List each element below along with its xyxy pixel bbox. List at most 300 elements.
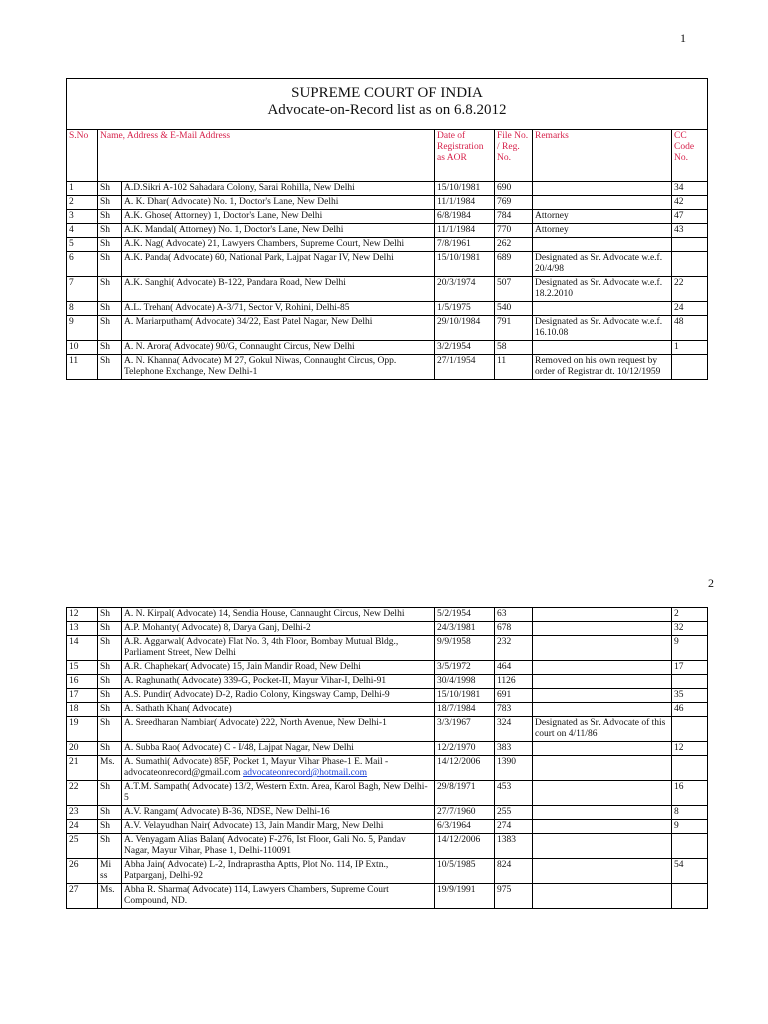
cell-title xyxy=(98,703,122,717)
cell-registration-date xyxy=(435,196,495,210)
cell-title-text: Sh xyxy=(100,676,111,686)
cell-title xyxy=(98,355,122,380)
cell-cc-code-text: 22 xyxy=(674,278,684,288)
cell-registration-date xyxy=(435,703,495,717)
cell-name-address-text: A.R. Chaphekar( Advocate) 15, Jain Mandir Road, New Delhi xyxy=(124,662,361,672)
cell-registration-date xyxy=(435,661,495,675)
cell-registration-date-text: 15/10/1981 xyxy=(437,690,481,700)
cell-registration-date-text: 18/7/1984 xyxy=(437,704,476,714)
table-row xyxy=(67,884,708,909)
cell-title-text: Sh xyxy=(100,690,111,700)
cell-name-address-text: Abha R. Sharma( Advocate) 114, Lawyers Chambers, Supreme Court Compound, ND. xyxy=(124,885,389,906)
cell-title xyxy=(98,834,122,859)
cell-cc-code xyxy=(672,210,708,224)
cell-file-no-text: 58 xyxy=(497,342,507,352)
header-date: Date of Registration as AOR xyxy=(435,130,495,182)
cell-file-no xyxy=(495,252,533,277)
cell-title-text: Sh xyxy=(100,637,111,647)
cell-remarks xyxy=(533,859,672,884)
cell-remarks xyxy=(533,196,672,210)
cell-file-no-text: 784 xyxy=(497,211,512,221)
cell-file-no xyxy=(495,636,533,661)
cell-title-text: Sh xyxy=(100,356,111,366)
cell-remarks xyxy=(533,252,672,277)
header-file: File No. / Reg. No. xyxy=(495,130,533,182)
cell-registration-date-text: 10/5/1985 xyxy=(437,860,476,870)
cell-file-no xyxy=(495,781,533,806)
cell-name-address xyxy=(122,252,435,277)
cell-sno xyxy=(67,806,98,820)
cell-cc-code xyxy=(672,756,708,781)
cell-file-no-text: 1126 xyxy=(497,676,516,686)
cell-title xyxy=(98,717,122,742)
cell-remarks xyxy=(533,608,672,622)
cell-registration-date xyxy=(435,302,495,316)
cell-registration-date-text: 30/4/1998 xyxy=(437,676,476,686)
cell-sno xyxy=(67,316,98,341)
cell-sno xyxy=(67,675,98,689)
cell-sno-text: 19 xyxy=(69,718,79,728)
cell-title-text: Ms. xyxy=(100,885,115,895)
cell-cc-code xyxy=(672,675,708,689)
cell-name-address-text: A. Sumathi( Advocate) 85F, Pocket 1, Mayur Vihar Phase-1 E. Mail -advocateonrecord@gmail.com xyxy=(124,757,389,778)
cell-registration-date-text: 14/12/2006 xyxy=(437,757,481,767)
cell-registration-date-text: 14/12/2006 xyxy=(437,835,481,845)
cell-cc-code-text: 2 xyxy=(674,609,679,619)
aor-table-page-1 xyxy=(66,78,708,380)
cell-remarks xyxy=(533,661,672,675)
cell-name-address xyxy=(122,884,435,909)
cell-title xyxy=(98,608,122,622)
cell-registration-date xyxy=(435,182,495,196)
cell-registration-date-text: 19/9/1991 xyxy=(437,885,476,895)
cell-cc-code xyxy=(672,717,708,742)
cell-name-address-text: A. N. Kirpal( Advocate) 14, Sendia House, Cannaught Circus, New Delhi xyxy=(124,609,405,619)
cell-title xyxy=(98,341,122,355)
cell-title xyxy=(98,661,122,675)
cell-title-text: Mi ss xyxy=(100,860,112,881)
cell-title xyxy=(98,689,122,703)
cell-file-no-text: 324 xyxy=(497,718,512,728)
cell-title xyxy=(98,781,122,806)
header-cc: CC Code No. xyxy=(672,130,708,182)
cell-cc-code-text: 35 xyxy=(674,690,684,700)
cell-name-address-text: A.V. Velayudhan Nair( Advocate) 13, Jain Mandir Marg, New Delhi xyxy=(124,821,384,831)
cell-remarks xyxy=(533,302,672,316)
cell-title-text: Sh xyxy=(100,704,111,714)
cell-cc-code xyxy=(672,182,708,196)
cell-remarks xyxy=(533,717,672,742)
cell-title xyxy=(98,277,122,302)
cell-name-address-text: A. Sathath Khan( Advocate) xyxy=(124,704,232,714)
cell-remarks xyxy=(533,224,672,238)
cell-title xyxy=(98,806,122,820)
cell-file-no xyxy=(495,717,533,742)
table-row xyxy=(67,834,708,859)
cell-file-no xyxy=(495,196,533,210)
cell-name-address xyxy=(122,636,435,661)
cell-title xyxy=(98,636,122,661)
cell-file-no xyxy=(495,689,533,703)
cell-cc-code-text: 9 xyxy=(674,821,679,831)
cell-name-address xyxy=(122,196,435,210)
cell-file-no-text: 689 xyxy=(497,253,512,263)
cell-file-no xyxy=(495,210,533,224)
cell-remarks-text: Designated as Sr. Advocate of this court on 4/11/86 xyxy=(535,718,666,739)
cell-cc-code xyxy=(672,238,708,252)
cell-registration-date-text: 11/1/1984 xyxy=(437,225,476,235)
table-row xyxy=(67,608,708,622)
cell-cc-code-text: 17 xyxy=(674,662,684,672)
table-row xyxy=(67,182,708,196)
cell-cc-code-text: 16 xyxy=(674,782,684,792)
table-row xyxy=(67,224,708,238)
cell-name-address xyxy=(122,717,435,742)
cell-title xyxy=(98,238,122,252)
cell-registration-date-text: 3/2/1954 xyxy=(437,342,471,352)
cell-title xyxy=(98,742,122,756)
cell-registration-date xyxy=(435,277,495,302)
cell-sno-text: 6 xyxy=(69,253,74,263)
cell-name-address-text: A. N. Arora( Advocate) 90/G, Connaught Circus, New Delhi xyxy=(124,342,355,352)
cell-remarks xyxy=(533,689,672,703)
cell-file-no-text: 824 xyxy=(497,860,512,870)
cell-file-no xyxy=(495,316,533,341)
header-name: Name, Address & E-Mail Address xyxy=(98,130,435,182)
cell-cc-code-text: 48 xyxy=(674,317,684,327)
cell-title-text: Sh xyxy=(100,253,111,263)
cell-title-text: Sh xyxy=(100,239,111,249)
cell-registration-date-text: 6/3/1964 xyxy=(437,821,471,831)
cell-sno-text: 13 xyxy=(69,623,79,633)
cell-cc-code xyxy=(672,196,708,210)
cell-file-no xyxy=(495,703,533,717)
cell-remarks xyxy=(533,636,672,661)
cell-cc-code xyxy=(672,355,708,380)
cell-sno xyxy=(67,689,98,703)
cell-registration-date-text: 3/5/1972 xyxy=(437,662,471,672)
cell-name-address xyxy=(122,806,435,820)
page-number-2: 2 xyxy=(708,576,714,590)
cell-file-no xyxy=(495,661,533,675)
cell-title-text: Sh xyxy=(100,211,111,221)
cell-file-no-text: 678 xyxy=(497,623,512,633)
cell-cc-code xyxy=(672,742,708,756)
cell-cc-code xyxy=(672,622,708,636)
cell-remarks xyxy=(533,806,672,820)
cell-title xyxy=(98,675,122,689)
cell-file-no-text: 63 xyxy=(497,609,507,619)
cell-name-address-text: A. Sreedharan Nambiar( Advocate) 222, North Avenue, New Delhi-1 xyxy=(124,718,387,728)
cell-title-text: Sh xyxy=(100,821,111,831)
table-row xyxy=(67,316,708,341)
cell-registration-date-text: 24/3/1981 xyxy=(437,623,476,633)
cell-sno xyxy=(67,834,98,859)
cell-sno xyxy=(67,661,98,675)
cell-sno-text: 25 xyxy=(69,835,79,845)
cell-remarks xyxy=(533,703,672,717)
email-link[interactable]: advocateonrecord@hotmail.com xyxy=(243,768,368,778)
cell-remarks xyxy=(533,756,672,781)
cell-file-no xyxy=(495,622,533,636)
cell-sno-text: 12 xyxy=(69,609,79,619)
cell-title xyxy=(98,859,122,884)
cell-sno-text: 14 xyxy=(69,637,79,647)
cell-name-address-text: A.K. Mandal( Attorney) No. 1, Doctor's Lane, New Delhi xyxy=(124,225,344,235)
cell-registration-date-text: 1/5/1975 xyxy=(437,303,471,313)
cell-remarks xyxy=(533,675,672,689)
cell-name-address xyxy=(122,689,435,703)
title-row xyxy=(67,79,708,130)
cell-file-no-text: 540 xyxy=(497,303,512,313)
cell-remarks xyxy=(533,884,672,909)
cell-title-text: Sh xyxy=(100,718,111,728)
cell-registration-date-text: 12/2/1970 xyxy=(437,743,476,753)
cell-name-address xyxy=(122,661,435,675)
cell-registration-date xyxy=(435,316,495,341)
cell-registration-date xyxy=(435,806,495,820)
cell-remarks xyxy=(533,277,672,302)
cell-name-address-text: A.T.M. Sampath( Advocate) 13/2, Western Extn. Area, Karol Bagh, New Delhi-5 xyxy=(124,782,428,803)
cell-registration-date-text: 5/2/1954 xyxy=(437,609,471,619)
cell-registration-date xyxy=(435,252,495,277)
cell-title-text: Sh xyxy=(100,197,111,207)
cell-registration-date xyxy=(435,608,495,622)
cell-registration-date xyxy=(435,820,495,834)
cell-registration-date xyxy=(435,781,495,806)
document-title: SUPREME COURT OF INDIA xyxy=(291,85,483,101)
cell-registration-date xyxy=(435,341,495,355)
table-row xyxy=(67,717,708,742)
cell-title xyxy=(98,210,122,224)
cell-name-address-text: A.K. Panda( Advocate) 60, National Park, Lajpat Nagar IV, New Delhi xyxy=(124,253,394,263)
cell-file-no xyxy=(495,884,533,909)
cell-sno-text: 21 xyxy=(69,757,79,767)
table-row xyxy=(67,252,708,277)
cell-cc-code xyxy=(672,689,708,703)
cell-cc-code-text: 47 xyxy=(674,211,684,221)
cell-sno-text: 11 xyxy=(69,356,79,366)
cell-registration-date xyxy=(435,224,495,238)
cell-cc-code xyxy=(672,703,708,717)
cell-registration-date-text: 15/10/1981 xyxy=(437,183,481,193)
cell-file-no xyxy=(495,182,533,196)
cell-name-address-text: A.R. Aggarwal( Advocate) Flat No. 3, 4th Floor, Bombay Mutual Bldg., Parliament Street, New Delhi xyxy=(124,637,399,658)
cell-name-address-text: A. Venyagam Alias Balan( Advocate) F-276, Ist Floor, Gali No. 5, Pandav Nagar, Mayur Vihar, Phase 1, Delhi-110091 xyxy=(124,835,406,856)
cell-registration-date-text: 29/10/1984 xyxy=(437,317,481,327)
cell-name-address xyxy=(122,608,435,622)
cell-registration-date xyxy=(435,238,495,252)
cell-cc-code-text: 24 xyxy=(674,303,684,313)
cell-registration-date xyxy=(435,717,495,742)
cell-sno-text: 17 xyxy=(69,690,79,700)
cell-file-no-text: 383 xyxy=(497,743,512,753)
cell-name-address xyxy=(122,341,435,355)
cell-name-address-text: A.V. Rangam( Advocate) B-36, NDSE, New Delhi-16 xyxy=(124,807,330,817)
cell-cc-code xyxy=(672,806,708,820)
cell-cc-code xyxy=(672,277,708,302)
cell-title xyxy=(98,316,122,341)
cell-file-no-text: 791 xyxy=(497,317,512,327)
table-row xyxy=(67,689,708,703)
cell-remarks-text: Designated as Sr. Advocate w.e.f. 18.2.2010 xyxy=(535,278,663,299)
cell-file-no-text: 453 xyxy=(497,782,512,792)
cell-file-no xyxy=(495,302,533,316)
cell-file-no-text: 1390 xyxy=(497,757,516,767)
cell-registration-date xyxy=(435,834,495,859)
cell-title-text: Sh xyxy=(100,835,111,845)
cell-remarks xyxy=(533,355,672,380)
cell-cc-code xyxy=(672,341,708,355)
cell-sno-text: 20 xyxy=(69,743,79,753)
table-row xyxy=(67,302,708,316)
cell-name-address xyxy=(122,302,435,316)
cell-name-address xyxy=(122,182,435,196)
cell-title xyxy=(98,622,122,636)
cell-sno xyxy=(67,820,98,834)
cell-registration-date xyxy=(435,636,495,661)
cell-title xyxy=(98,820,122,834)
cell-name-address xyxy=(122,316,435,341)
cell-name-address-text: A.D.Sikri A-102 Sahadara Colony, Sarai Rohilla, New Delhi xyxy=(124,183,355,193)
cell-title xyxy=(98,196,122,210)
cell-registration-date-text: 29/8/1971 xyxy=(437,782,476,792)
cell-cc-code xyxy=(672,636,708,661)
header-row xyxy=(67,130,708,182)
cell-name-address-text: A.K. Sanghi( Advocate) B-122, Pandara Road, New Delhi xyxy=(124,278,346,288)
table-row xyxy=(67,742,708,756)
cell-title xyxy=(98,756,122,781)
table-row xyxy=(67,703,708,717)
table-row xyxy=(67,661,708,675)
cell-file-no xyxy=(495,742,533,756)
cell-registration-date-text: 20/3/1974 xyxy=(437,278,476,288)
cell-title xyxy=(98,252,122,277)
page-number-1: 1 xyxy=(680,31,686,45)
cell-name-address xyxy=(122,622,435,636)
cell-registration-date xyxy=(435,689,495,703)
cell-title-text: Sh xyxy=(100,225,111,235)
cell-sno-text: 26 xyxy=(69,860,79,870)
cell-name-address xyxy=(122,834,435,859)
cell-sno xyxy=(67,859,98,884)
cell-title xyxy=(98,224,122,238)
cell-name-address xyxy=(122,355,435,380)
cell-file-no-text: 975 xyxy=(497,885,512,895)
cell-title-text: Sh xyxy=(100,782,111,792)
table-row xyxy=(67,806,708,820)
cell-cc-code-text: 34 xyxy=(674,183,684,193)
cell-sno-text: 23 xyxy=(69,807,79,817)
cell-title xyxy=(98,884,122,909)
cell-remarks xyxy=(533,238,672,252)
cell-name-address xyxy=(122,224,435,238)
cell-cc-code xyxy=(672,224,708,238)
cell-sno-text: 15 xyxy=(69,662,79,672)
cell-sno-text: 8 xyxy=(69,303,74,313)
table-row xyxy=(67,756,708,781)
cell-registration-date xyxy=(435,859,495,884)
cell-remarks-text: Designated as Sr. Advocate w.e.f. 16.10.08 xyxy=(535,317,663,338)
cell-sno xyxy=(67,210,98,224)
cell-registration-date xyxy=(435,622,495,636)
cell-name-address xyxy=(122,859,435,884)
cell-sno xyxy=(67,742,98,756)
cell-file-no-text: 11 xyxy=(497,356,507,366)
cell-cc-code xyxy=(672,302,708,316)
aor-table-page-2 xyxy=(66,607,708,909)
cell-cc-code xyxy=(672,820,708,834)
document-subtitle: Advocate-on-Record list as on 6.8.2012 xyxy=(267,102,507,118)
cell-name-address-text: A.K. Ghose( Attorney) 1, Doctor's Lane, New Delhi xyxy=(124,211,323,221)
cell-cc-code-text: 42 xyxy=(674,197,684,207)
cell-cc-code xyxy=(672,316,708,341)
cell-sno-text: 1 xyxy=(69,183,74,193)
cell-registration-date-text: 15/10/1981 xyxy=(437,253,481,263)
header-remarks: Remarks xyxy=(533,130,672,182)
cell-file-no xyxy=(495,834,533,859)
table-row xyxy=(67,820,708,834)
table-row xyxy=(67,636,708,661)
cell-registration-date xyxy=(435,742,495,756)
cell-sno-text: 18 xyxy=(69,704,79,714)
cell-title xyxy=(98,182,122,196)
cell-sno xyxy=(67,703,98,717)
cell-file-no-text: 464 xyxy=(497,662,512,672)
cell-cc-code xyxy=(672,884,708,909)
cell-title xyxy=(98,302,122,316)
cell-title-text: Sh xyxy=(100,342,111,352)
cell-sno xyxy=(67,781,98,806)
cell-cc-code-text: 9 xyxy=(674,637,679,647)
cell-registration-date xyxy=(435,675,495,689)
cell-cc-code-text: 54 xyxy=(674,860,684,870)
cell-remarks-text: Attorney xyxy=(535,211,569,221)
cell-cc-code-text: 1 xyxy=(674,342,679,352)
cell-title-text: Sh xyxy=(100,623,111,633)
cell-file-no xyxy=(495,341,533,355)
cell-name-address-text: A. Raghunath( Advocate) 339-G, Pocket-II, Mayur Vihar-I, Delhi-91 xyxy=(124,676,387,686)
cell-sno-text: 9 xyxy=(69,317,74,327)
cell-file-no xyxy=(495,675,533,689)
cell-sno-text: 24 xyxy=(69,821,79,831)
cell-name-address xyxy=(122,703,435,717)
table-row xyxy=(67,355,708,380)
cell-name-address xyxy=(122,238,435,252)
cell-remarks-text: Designated as Sr. Advocate w.e.f. 20/4/98 xyxy=(535,253,663,274)
cell-file-no-text: 691 xyxy=(497,690,512,700)
cell-file-no-text: 783 xyxy=(497,704,512,714)
cell-remarks xyxy=(533,834,672,859)
cell-file-no xyxy=(495,224,533,238)
cell-sno xyxy=(67,636,98,661)
cell-registration-date xyxy=(435,884,495,909)
cell-title-text: Sh xyxy=(100,278,111,288)
cell-sno-text: 7 xyxy=(69,278,74,288)
table-row xyxy=(67,238,708,252)
cell-file-no-text: 232 xyxy=(497,637,512,647)
cell-registration-date-text: 27/7/1960 xyxy=(437,807,476,817)
cell-registration-date xyxy=(435,756,495,781)
cell-file-no xyxy=(495,859,533,884)
table-row xyxy=(67,341,708,355)
cell-name-address xyxy=(122,756,435,781)
cell-registration-date-text: 6/8/1984 xyxy=(437,211,471,221)
cell-registration-date-text: 9/9/1958 xyxy=(437,637,471,647)
cell-remarks xyxy=(533,742,672,756)
cell-remarks-text: Removed on his own request by order of Registrar dt. 10/12/1959 xyxy=(535,356,661,377)
cell-file-no xyxy=(495,277,533,302)
